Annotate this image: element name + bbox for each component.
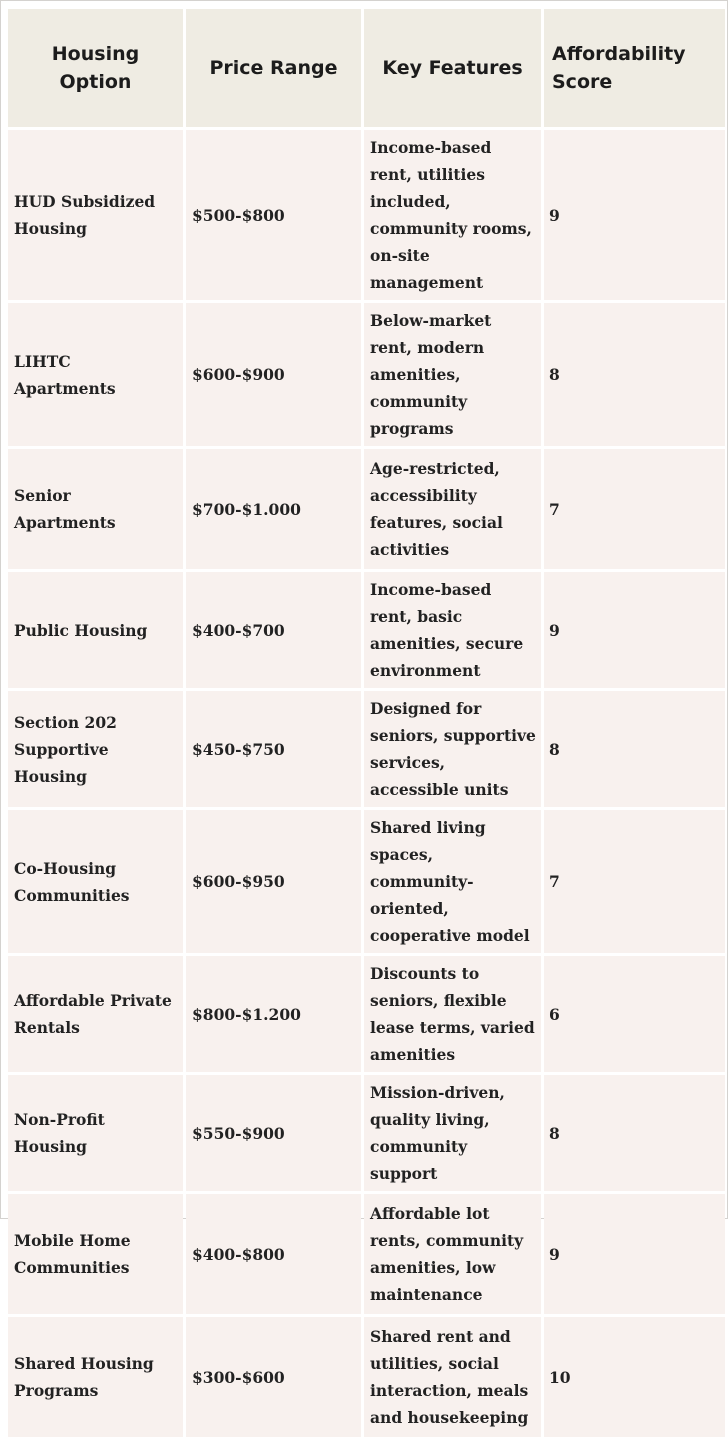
cell-features: Mission-driven, quality living, community support [364,1075,541,1191]
table-row [8,130,725,300]
cell-price: $800-$1.200 [186,956,361,1072]
table-row [8,1317,725,1437]
cell-option: Co-Housing Communities [8,810,183,953]
cell-option: Affordable Private Rentals [8,956,183,1072]
cell-price: $300-$600 [186,1317,361,1437]
cell-score: 9 [544,1194,725,1314]
cell-features: Designed for seniors, supportive services, accessible units [364,691,541,807]
housing-table [5,6,728,1440]
cell-features: Income-based rent, basic amenities, secure environment [364,572,541,688]
cell-features: Income-based rent, utilities included, community rooms, on-site management [364,130,541,300]
cell-features: Discounts to seniors, flexible lease terms, varied amenities [364,956,541,1072]
cell-option: HUD Subsidized Housing [8,130,183,300]
cell-price: $700-$1.000 [186,449,361,569]
table-row [8,1075,725,1191]
cell-features: Shared rent and utilities, social interaction, meals and housekeeping [364,1317,541,1437]
cell-price: $600-$900 [186,303,361,446]
cell-score: 8 [544,303,725,446]
cell-option: Senior Apartments [8,449,183,569]
cell-features: Below-market rent, modern amenities, community programs [364,303,541,446]
cell-price: $400-$700 [186,572,361,688]
cell-price: $500-$800 [186,130,361,300]
table-row [8,449,725,569]
table-row [8,303,725,446]
cell-option: Section 202 Supportive Housing [8,691,183,807]
cell-features: Shared living spaces, community-oriented, cooperative model [364,810,541,953]
cell-option: Mobile Home Communities [8,1194,183,1314]
cell-price: $550-$900 [186,1075,361,1191]
cell-option: Non-Profit Housing [8,1075,183,1191]
cell-option: Shared Housing Programs [8,1317,183,1437]
header-price-range: Price Range [186,9,361,127]
cell-features: Affordable lot rents, community amenities, low maintenance [364,1194,541,1314]
cell-score: 8 [544,1075,725,1191]
header-housing-option: Housing Option [8,9,183,127]
table-row [8,810,725,953]
cell-option: Public Housing [8,572,183,688]
cell-price: $400-$800 [186,1194,361,1314]
cell-score: 9 [544,130,725,300]
cell-price: $600-$950 [186,810,361,953]
header-affordability-score: Affordability Score [544,9,725,127]
cell-score: 8 [544,691,725,807]
cell-score: 9 [544,572,725,688]
cell-features: Age-restricted, accessibility features, social activities [364,449,541,569]
cell-price: $450-$750 [186,691,361,807]
table-row [8,956,725,1072]
cell-score: 6 [544,956,725,1072]
cell-score: 7 [544,449,725,569]
cell-score: 10 [544,1317,725,1437]
cell-option: LIHTC Apartments [8,303,183,446]
header-row [8,9,725,127]
cell-score: 7 [544,810,725,953]
table-row [8,572,725,688]
header-key-features: Key Features [364,9,541,127]
table-row [8,691,725,807]
table-row [8,1194,725,1314]
